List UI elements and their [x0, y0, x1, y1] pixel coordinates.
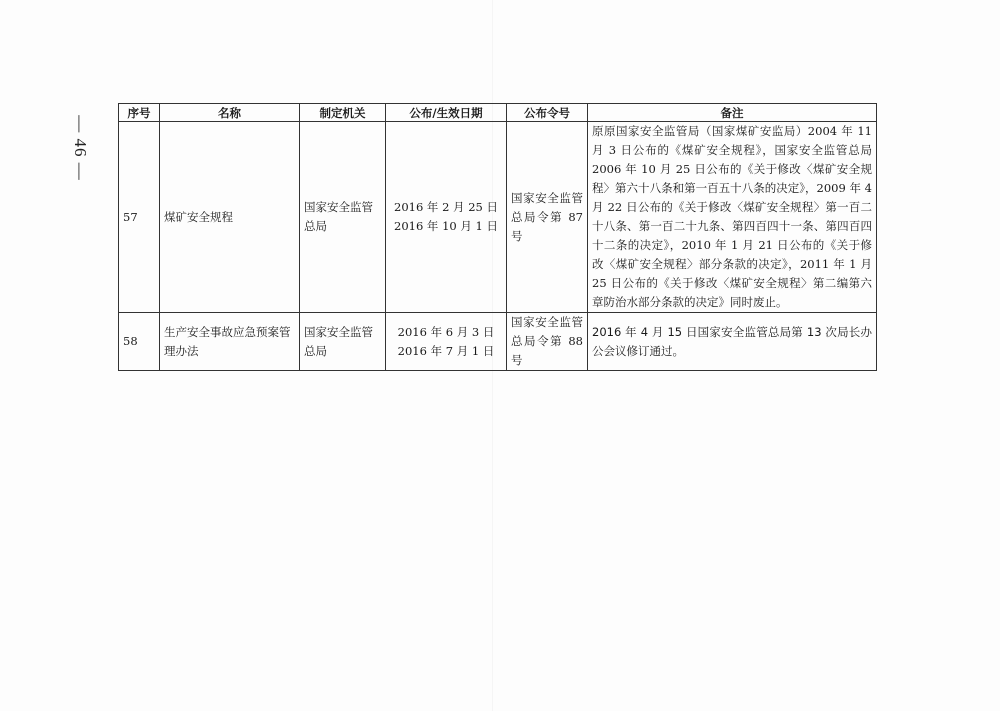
cell-name: 生产安全事故应急预案管理办法 [160, 313, 300, 371]
cell-order: 国家安全监管总局令第 88 号 [507, 313, 588, 371]
page-number [60, 108, 100, 188]
header-order: 公布令号 [507, 104, 588, 122]
cell-agency: 国家安全监管总局 [300, 313, 386, 371]
header-seq: 序号 [119, 104, 160, 122]
cell-date-publish: 2016 年 6 月 3 日 [397, 324, 495, 339]
table-row [119, 122, 877, 313]
header-name: 名称 [160, 104, 300, 122]
cell-seq: 57 [119, 122, 160, 313]
cell-date-effective: 2016 年 10 月 1 日 [394, 219, 498, 233]
cell-dates [386, 313, 507, 371]
cell-remark: 2016 年 4 月 15 日国家安全监管总局第 13 次局长办公会议修订通过。 [588, 313, 877, 371]
header-dates: 公布/生效日期 [386, 104, 507, 122]
cell-order: 国家安全监管总局令第 87 号 [507, 122, 588, 313]
cell-seq: 58 [119, 313, 160, 371]
cell-dates [386, 122, 507, 313]
table-row [119, 313, 877, 371]
cell-remark: 原原国家安全监管局（国家煤矿安监局）2004 年 11 月 3 日公布的《煤矿安全规程》，国家安全监管总局 2006 年 10 月 25 日公布的《关于修改〈煤矿安全规程〉第六十八条和第一百五十八条的决定》，2009 年 4 月 22 日公布的《关于修改〈煤矿安全规程〉第一百二十八条、第一百二十九条、第四百四十一条、第四百四十二条的决定》，2010 年 1 月 21 日公布的《关于修改〈煤矿安全规程〉部分条款的决定》，2011 年 1 月 25 日公布的《关于修改〈煤矿安全规程〉第二编第六章防治水部分条款的决定》同时废止。 [588, 122, 877, 313]
cell-date-effective: 2016 年 7 月 1 日 [397, 343, 495, 358]
page-number-label: — 46 — [71, 115, 90, 181]
cell-name: 煤矿安全规程 [160, 122, 300, 313]
regulations-table [118, 103, 877, 371]
header-remark: 备注 [588, 104, 877, 122]
cell-agency: 国家安全监管总局 [300, 122, 386, 313]
table-header-row [119, 104, 877, 122]
cell-date-publish: 2016 年 2 月 25 日 [394, 200, 498, 214]
header-agency: 制定机关 [300, 104, 386, 122]
